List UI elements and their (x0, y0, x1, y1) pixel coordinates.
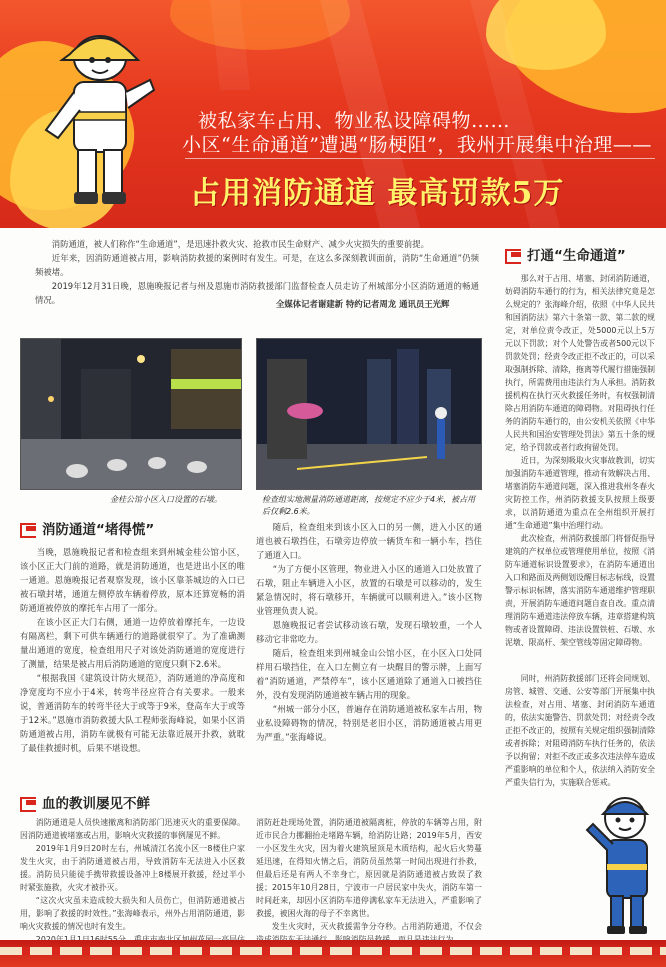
headline-main: 占用消防通道 最高罚款5万 (190, 176, 565, 211)
photo-stone-piers (20, 338, 242, 490)
body-paragraph: 同时，州消防救援部门还将会同规划、房管、城管、交通、公安等部门开展集中执法检查，对占用、堵塞、封闭消防车通道的，依法实施警告、罚款处罚；对经责令改正拒不改正的，按照有关规定组织强制清除或者拆除；对阻碍消防车执行任务的，依法予以拘留；对拒不改正或多次违法停车造成严重影响的单位和个人，依法纳入消防安全严重失信行为，实施联合惩戒。 (505, 674, 655, 787)
headline-line-2: 小区“生命通道”遭遇“肠梗阻”，我州开展集中治理—— (182, 134, 652, 156)
footer-stripe (0, 947, 666, 955)
section2-left-column (20, 816, 245, 959)
photo-measurement (256, 338, 482, 490)
section1-right-column (256, 520, 482, 744)
headline-line-1: 被私家车占用、物业私设障碍物…… (198, 110, 511, 132)
body-paragraph: “州城一部分小区，普遍存在消防通道被私家车占用，物业私设障碍物的情况，特别是老旧小区，消防通道被占用更为严重。”张海峰说。 (256, 704, 482, 742)
lead-paragraph: 近年来，因消防通道被占用，影响消防救援的案例时有发生。可是，在这么多深刻教训面前，消防“生命通道”仍频频被堵。 (35, 253, 479, 277)
body-paragraph: “为了方便小区管理，物业进入小区的通道入口处放置了石墩，阻止车辆进入小区，放置的石墩是可以移动的，发生紧急情况时，将石墩移开，车辆就可以顺利进入。”该小区物业管理负责人说。 (256, 564, 482, 616)
body-paragraph: 随后，检查组来到州城金山公馆小区，在小区入口处同样用石墩挡住，在入口左侧立有一块醒目的警示牌，上面写着“消防通道，严禁停车”，该小区通道除了通道入口被挡住外，没有发现消防通道被车辆占用的现象。 (256, 648, 482, 700)
body-paragraph: 此次检查，州消防救援部门将督促指导建筑的产权单位或管理使用单位，按照《消防车通道标识设置要求》，在消防车通道出入口和路面及两侧划设醒目标志标线，设置警示标识标牌，落实消防车通道维护管理职责，开展消防车通道问题自查自改。重点清理消防车通道违法停放车辆，违章搭建构筑物或者设置障碍、违法设置铁桩、石墩、水泥墩、限高杆、架空管线等固定障碍物。 (505, 534, 655, 647)
photo-caption-1: 金桂公馆小区入口设置的石墩。 (110, 495, 222, 504)
body-paragraph: “这次火灾虽未造成较大损失和人员伤亡，但消防通道被占用，影响了救援的时效性。”张海峰表示，州外占用消防通道，影响火灾救援的情况也时有发生。 (20, 896, 245, 931)
byline: 全媒体记者谢建新 特约记者周龙 通讯员王光辉 (276, 299, 450, 309)
body-paragraph: “根据我国《建筑设计防火规范》，消防通道的净高度和净宽度均不应小于4米，转弯半径应符合有关要求。一般来说，普通消防车的转弯半径大于或等于9米，登高车大于或等于12米。”恩施市消防救援大队工程师张海峰说，如果小区消防通道被占用，消防车就极有可能无法靠近展开扑救，就耽了最佳救援时机，后果不堪设想。 (20, 673, 245, 753)
section3-column-cont (505, 672, 655, 789)
firefighter-illustration-icon (40, 20, 160, 220)
section-title-text: 血的教训屡见不鲜 (42, 796, 150, 812)
body-paragraph: 发生火灾时，灭火救援需争分夺秒。占用消防通道，不仅会 (271, 922, 482, 931)
section3-column (505, 272, 655, 649)
lead-paragraph: 消防通道，被人们称作“生命通道”，是迅速扑救火灾、抢救市民生命财产、减少火灾损失的重要前提。 (51, 239, 429, 249)
body-paragraph: 在该小区正大门右侧，通道一边停放着摩托车，一边设有隔离栏，剩下可供车辆通行的道路就很窄了。为了准确测量出通道的宽度，检查组用尺子对该处消防通道的宽度进行了测量，结果是被占用后消防通道的宽度只剩下2.6米。 (20, 617, 245, 669)
section-title-text: 消防通道“堵得慌” (42, 522, 155, 538)
headline-block (150, 92, 660, 228)
body-paragraph: 当晚，恩施晚报记者和检查组来到州城金桂公馆小区，该小区正大门前的道路，就是消防通道，也是进出小区的唯一通道。恩施晚报记者观察发现，该小区靠茶城边的入口已被石墩封堵，通道左侧停放车辆着停放，原本还算宽畅的消防通道被停放的摩托车占用了一部分。 (20, 547, 245, 613)
header-banner (0, 0, 666, 228)
body-paragraph: 恩施晚报记者尝试移动该石墩，发现石墩较重，一个人移动它非常吃力。 (256, 620, 482, 644)
section-marker-icon (20, 523, 38, 534)
body-paragraph: 随后，检查组来到该小区入口的另一侧，进入小区的通道也被石墩挡住，石墩旁边停放一辆货车和一辆小车，挡住了通道入口。 (256, 522, 482, 560)
section1-left-column (20, 545, 245, 755)
photo-caption-2: 检查组实地测量消防通道距离，按规定不应少于4米，被占用后仅剩2.6米。 (262, 495, 476, 516)
section-title-blocked (20, 518, 154, 538)
section-title-text: 打通“生命通道” (527, 248, 626, 264)
body-paragraph: 2019年1月9日20时左右，州城清江名流小区一8楼住户家发生火灾，由于消防通道被占用，导致消防车无法进入小区救援。消防员只能徒手携带救援设备冲上8楼展开救援，经过半小时紧张施救，火灾才被扑灭。 (20, 844, 245, 892)
section-marker-icon (505, 249, 523, 260)
body-paragraph: 那么对于占用、堵塞、封闭消防通道，妨碍消防车通行的行为，相关法律究竟是怎么规定的？张海峰介绍，依照《中华人民共和国消防法》第六十条第一款、第二款的规定，对单位责令改正，处5000元以上5万元以下罚款；对个人处警告或者500元以下罚款处罚；经责令改正拒不改正的，可以采取强制拆除、清除，拖离等代履行措施强制执行，所需费用由违法行为人承担。消防救援机构在执行灭火救援任务时，有权强制清除占用消防车通道的障碍物。对阻碍执行任务的消防车通行的，由公安机关依照《中华人民共和国治安管理处罚法》第五十条的规定，给予罚款或者行政拘留处罚。 (505, 274, 655, 452)
firefighter-cartoon-icon (583, 790, 663, 940)
inspection-photo-icon (257, 339, 482, 490)
lead-paragraphs (35, 237, 479, 307)
section-title-lessons (20, 792, 150, 812)
body-paragraph: 近日，为深刻吸取火灾事故教训，切实加强消防车通道管理，推动有效解决占用、堵塞消防车通道问题，深入推进我州冬春火灾防控工作，州消防救援支队按照上级要求，以消防通道为重点在全州组织开展打通“生命通道”集中治理行动。 (505, 456, 655, 530)
section-marker-icon (20, 797, 38, 808)
body-paragraph: 消防通道是人员快速撤离和消防部门迅速灭火的重要保障。因消防通道被堵塞或占用，影响火灾救援的事例屡见不鲜。 (20, 818, 245, 840)
headline-divider (185, 158, 655, 159)
section2-right-column (256, 816, 482, 946)
body-paragraph: 消防赶赴现场处置，消防通道被隔离桩，停放的车辆等占用，附近市民合力挪翻抬走堵路车辆，给消防让路；2019年5月，西安一小区发生火灾，因为着火建筑屋顶是木质结构，起火后火势蔓延迅速，在得知火情之后，消防员虽然第一时间出现进行扑救，但最后还是有两人不幸身亡，原因就是消防通道被占致误了救援；2015年10月28日，宁波市一户居民家中失火，消防车第一时间赶来，却因小区消防车道停满私家车无法进入，严重影响了救援，被困火海的母子不幸离世。 (256, 818, 482, 918)
section-title-open-passage (505, 244, 626, 264)
night-street-photo-icon (21, 339, 242, 490)
lead-paragraph: 2019年12月31日晚，恩施晚报记者与州及恩施市消防救援部门监督检查人员走访了州城部分小区消防通道的畅通情况。 (35, 281, 479, 305)
